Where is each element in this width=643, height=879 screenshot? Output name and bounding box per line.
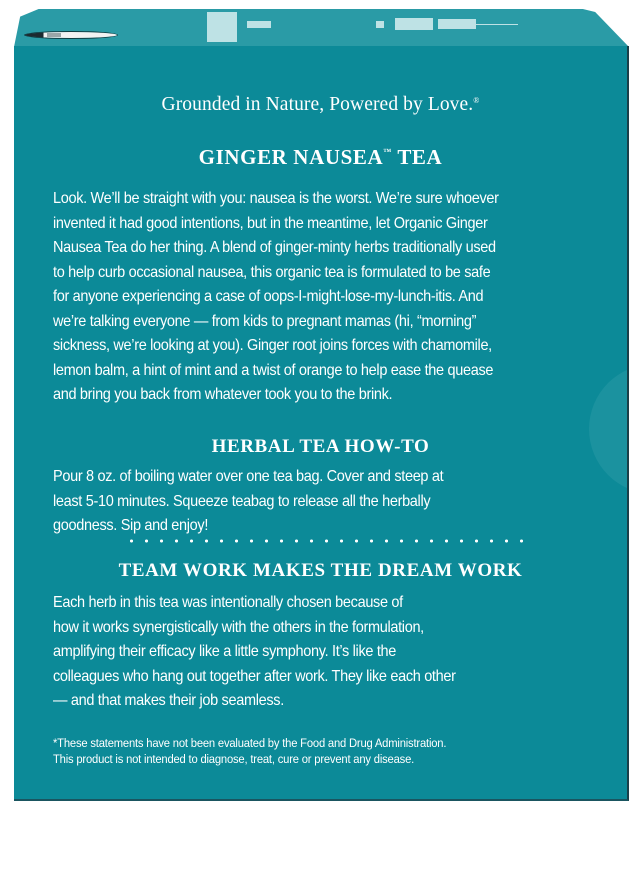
teamwork-line: Each herb in this tea was intentionally chosen because of (53, 594, 403, 611)
brand-tagline: Grounded in Nature, Powered by Love.® (161, 94, 480, 115)
intro-paragraph (53, 187, 574, 408)
box-top-flap (14, 9, 629, 47)
intro-line: to help curb occasional nausea, this organic tea is formulated to be safe (53, 263, 491, 281)
product-title: GINGER NAUSEA™ TEA (198, 145, 443, 169)
teamwork-line: colleagues who hang out together after work. They like each other (53, 667, 456, 685)
dotted-divider (124, 538, 529, 544)
intro-line: we’re talking everyone — from kids to pregnant mamas (hi, “morning” (53, 312, 477, 330)
teamwork-line: how it works synergistically with the others in the formulation, (53, 618, 424, 636)
howto-paragraph (53, 465, 574, 539)
intro-line: sickness, we’re looking at you). Ginger root joins forces with chamomile, (53, 337, 492, 354)
intro-line: Nausea Tea do her thing. A blend of ginger-minty herbs traditionally used (53, 239, 496, 256)
intro-line: for anyone experiencing a case of oops-I-might-lose-my-lunch-itis. And (53, 288, 484, 305)
teamwork-line: — and that makes their job seamless. (53, 692, 284, 709)
howto-line: Pour 8 oz. of boiling water over one tea bag. Cover and steep at (53, 468, 444, 485)
disclaimer-line: *These statements have not been evaluated by the Food and Drug Administration. (53, 736, 447, 750)
howto-line: goodness. Sip and enjoy! (53, 517, 209, 534)
teamwork-line: amplifying their efficacy like a little symphony. It’s like the (53, 643, 397, 660)
spine-text-block (438, 19, 476, 29)
thermometer-icon (25, 32, 117, 38)
package-back-panel (14, 46, 629, 801)
howto-heading: HERBAL TEA HOW-TO (211, 436, 430, 457)
intro-line: invented it had good intentions, but in the meantime, let Organic Ginger (53, 214, 488, 232)
disclaimer-line: This product is not intended to diagnose, treat, cure or prevent any disease. (53, 752, 415, 766)
intro-line: Look. We’ll be straight with you: nausea is the worst. We’re sure whoever (53, 190, 499, 207)
spine-text-block (207, 12, 237, 42)
spine-text-block (395, 18, 433, 30)
spine-text-block (476, 24, 518, 25)
howto-line: least 5-10 minutes. Squeeze teabag to release all the herbally (53, 492, 431, 510)
fda-disclaimer (53, 735, 446, 767)
decorative-circle (589, 364, 629, 494)
registered-mark: ® (473, 96, 480, 105)
spine-text-block (376, 21, 384, 28)
teamwork-paragraph (53, 591, 574, 714)
intro-line: and bring you back from whatever took you to the brink. (53, 386, 393, 403)
teamwork-heading: TEAM WORK MAKES THE DREAM WORK (118, 560, 523, 581)
trademark-mark: ™ (383, 147, 392, 156)
intro-line: lemon balm, a hint of mint and a twist of orange to help ease the quease (53, 361, 494, 379)
spine-text-block (247, 21, 271, 28)
